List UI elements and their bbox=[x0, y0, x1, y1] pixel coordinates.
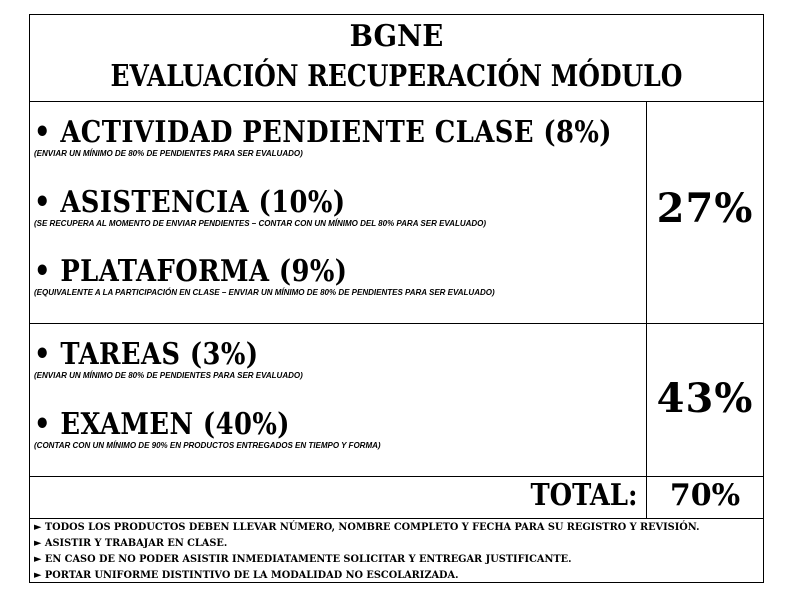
section-1-row bbox=[30, 101, 763, 324]
note-item: ► PORTAR UNIFORME DISTINTIVO DE LA MODALIDAD NO ESCOLARIZADA. bbox=[34, 569, 459, 581]
evaluation-sheet bbox=[29, 14, 764, 583]
total-label-cell bbox=[30, 476, 647, 518]
criterion-title: ASISTENCIA (10%) bbox=[60, 185, 346, 220]
page-title: BGNE bbox=[349, 19, 444, 54]
header bbox=[30, 15, 763, 102]
criterion-note: (ENVIAR UN MÍNIMO DE 80% DE PENDIENTES PARA SER EVALUADO) bbox=[34, 371, 303, 380]
note-item: ► TODOS LOS PRODUCTOS DEBEN LLEVAR NÚMERO, NOMBRE COMPLETO Y FECHA PARA SU REGISTRO Y REVISIÓN. bbox=[34, 521, 700, 533]
note-item: ► ASISTIR Y TRABAJAR EN CLASE. bbox=[34, 537, 228, 549]
bullet: • bbox=[34, 115, 51, 150]
section-2-row bbox=[30, 323, 763, 477]
criterion-note: (EQUIVALENTE A LA PARTICIPACIÓN EN CLASE – ENVIAR UN MÍNIMO DE 80% DE PENDIENTES PARA SER EVALUADO) bbox=[34, 288, 495, 297]
criterion-note: (ENVIAR UN MÍNIMO DE 80% DE PENDIENTES PARA SER EVALUADO) bbox=[34, 149, 303, 158]
criterion-title: ACTIVIDAD PENDIENTE CLASE (8%) bbox=[60, 115, 612, 150]
total-value: 70% bbox=[669, 478, 741, 513]
page-subtitle: EVALUACIÓN RECUPERACIÓN MÓDULO bbox=[110, 59, 683, 94]
bullet: • bbox=[34, 254, 51, 289]
section-2-percent: 43% bbox=[656, 375, 754, 422]
criterion-actividad-pendiente bbox=[34, 115, 706, 158]
section-1-percent-cell bbox=[647, 101, 763, 323]
total-label: TOTAL: bbox=[530, 478, 638, 513]
criterion-title: EXAMEN (40%) bbox=[60, 407, 290, 442]
criterion-examen bbox=[34, 407, 381, 450]
bullet: • bbox=[34, 337, 51, 372]
criterion-tareas bbox=[34, 337, 303, 380]
section-2-percent-cell bbox=[647, 323, 763, 476]
total-row bbox=[30, 476, 763, 519]
section-1-criteria bbox=[30, 101, 647, 323]
criterion-note: (SE RECUPERA AL MOMENTO DE ENVIAR PENDIENTES – CONTAR CON UN MÍNIMO DEL 80% PARA SER EVALUADO) bbox=[34, 219, 487, 228]
criterion-title: PLATAFORMA (9%) bbox=[60, 254, 348, 289]
total-value-cell bbox=[647, 476, 763, 518]
bullet: • bbox=[34, 185, 51, 220]
section-2-criteria bbox=[30, 323, 647, 476]
section-1-percent: 27% bbox=[656, 185, 754, 232]
bullet: • bbox=[34, 407, 51, 442]
notes-list bbox=[30, 518, 763, 582]
criterion-title: TAREAS (3%) bbox=[60, 337, 259, 372]
criterion-asistencia bbox=[34, 185, 486, 228]
criterion-plataforma bbox=[34, 254, 495, 297]
criterion-note: (CONTAR CON UN MÍNIMO DE 90% EN PRODUCTOS ENTREGADOS EN TIEMPO Y FORMA) bbox=[34, 441, 381, 450]
note-item: ► EN CASO DE NO PODER ASISTIR INMEDIATAMENTE SOLICITAR Y ENTREGAR JUSTIFICANTE. bbox=[34, 553, 572, 565]
